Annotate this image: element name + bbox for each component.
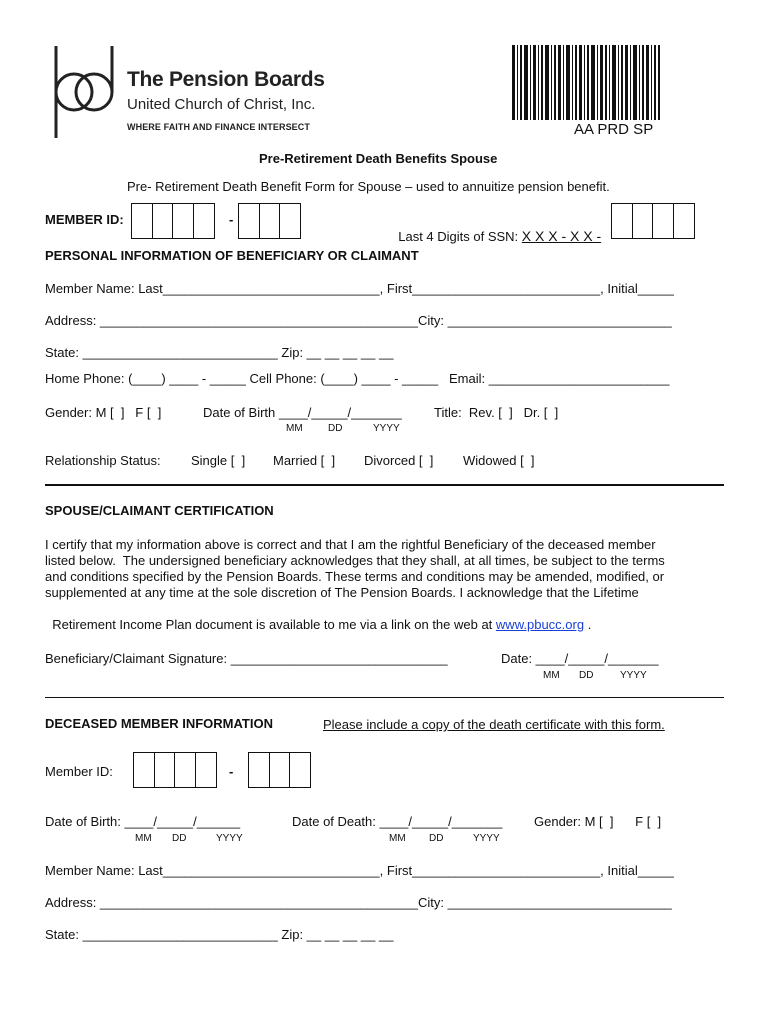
deceased-dob-mm-label: MM [135, 833, 152, 844]
relationship-status-label: Relationship Status: [45, 453, 161, 468]
pension-boards-logo [52, 46, 325, 142]
deceased-member-id-digit-box[interactable] [154, 752, 176, 788]
deceased-member-name-field[interactable]: Member Name: Last______________________________, First__________________________, Initial_____ [45, 863, 674, 878]
ssn-mask: X X X - X X - [521, 228, 602, 244]
certification-line: supplemented at any time at the sole discretion of The Pension Boards. I acknowledge that the Lifetime [45, 585, 639, 600]
ssn-digit-box[interactable] [652, 203, 674, 239]
member-id-dash: - [229, 212, 234, 227]
deceased-dob-yyyy-label: YYYY [216, 833, 243, 844]
barcode-icon [512, 45, 660, 120]
personal-title-field[interactable]: Title: Rev. [ ] Dr. [ ] [434, 405, 559, 420]
deceased-dod-yyyy-label: YYYY [473, 833, 500, 844]
pbucc-link[interactable]: www.pbucc.org [495, 617, 585, 632]
member-id-digit-box[interactable] [172, 203, 194, 239]
certification-line: and conditions specified by the Pension Boards. These terms and conditions may be amended, modified, or [45, 569, 665, 584]
member-id-digit-box[interactable] [131, 203, 153, 239]
form-subtitle: Pre- Retirement Death Benefit Form for Spouse – used to annuitize pension benefit. [127, 179, 610, 194]
claimant-date-mm-label: MM [543, 670, 560, 681]
deceased-member-id-digit-box[interactable] [174, 752, 196, 788]
deceased-state-zip-field[interactable]: State: ___________________________ Zip: __ __ __ __ __ [45, 927, 394, 942]
deceased-dob-field[interactable]: Date of Birth: ____/_____/______ [45, 814, 241, 829]
deceased-dod-dd-label: DD [429, 833, 444, 844]
deceased-member-id-digit-box[interactable] [195, 752, 217, 788]
certification-line-suffix: . [584, 617, 592, 632]
deceased-member-id-digit-box[interactable] [289, 752, 311, 788]
personal-address-field[interactable]: Address: ____________________________________________City: _______________________________ [45, 313, 672, 328]
certification-line: listed below. The undersigned beneficiary acknowledges that they shall, at all times, be subject to the terms [45, 553, 665, 568]
certification-line: I certify that my information above is correct and that I am the rightful Beneficiary of the deceased member [45, 537, 656, 552]
barcode [512, 45, 660, 120]
relationship-widowed-checkbox[interactable]: Widowed [ ] [463, 453, 535, 468]
relationship-married-checkbox[interactable]: Married [ ] [273, 453, 336, 468]
certification-heading: SPOUSE/CLAIMANT CERTIFICATION [45, 503, 274, 518]
member-id-digit-box[interactable] [279, 203, 301, 239]
deceased-address-field[interactable]: Address: ____________________________________________City: _______________________________ [45, 895, 672, 910]
logo-tagline: WHERE FAITH AND FINANCE INTERSECT [127, 122, 310, 132]
ssn-label-text: Last 4 Digits of SSN: [398, 229, 522, 244]
deceased-dod-field[interactable]: Date of Death: ____/_____/_______ [292, 814, 503, 829]
section-divider [45, 484, 724, 486]
deceased-member-id-boxes-1[interactable] [133, 752, 217, 788]
member-id-digit-box[interactable] [259, 203, 281, 239]
ssn-digit-box[interactable] [632, 203, 654, 239]
personal-dob-yyyy-label: YYYY [373, 423, 400, 434]
certification-line-last [45, 601, 591, 633]
claimant-date-dd-label: DD [579, 670, 594, 681]
relationship-divorced-checkbox[interactable]: Divorced [ ] [364, 453, 434, 468]
deceased-member-id-label: Member ID: [45, 764, 113, 779]
deceased-dod-mm-label: MM [389, 833, 406, 844]
claimant-date-yyyy-label: YYYY [620, 670, 647, 681]
ssn-boxes[interactable] [611, 203, 695, 239]
logo-org-subtitle: United Church of Christ, Inc. [127, 96, 316, 113]
barcode-caption: AA PRD SP [574, 121, 654, 138]
personal-gender-field[interactable]: Gender: M [ ] F [ ] [45, 405, 162, 420]
section-divider [45, 697, 724, 698]
ssn-digit-box[interactable] [673, 203, 695, 239]
personal-info-heading: PERSONAL INFORMATION OF BENEFICIARY OR CLAIMANT [45, 248, 419, 263]
personal-member-name-field[interactable]: Member Name: Last______________________________, First__________________________, Initial_____ [45, 281, 674, 296]
logo-org-name: The Pension Boards [127, 68, 325, 91]
personal-dob-dd-label: DD [328, 423, 343, 434]
death-certificate-note: Please include a copy of the death certificate with this form. [323, 717, 665, 732]
claimant-date-field[interactable]: Date: ____/_____/_______ [501, 651, 659, 666]
deceased-gender-field[interactable]: Gender: M [ ] F [ ] [534, 814, 662, 829]
deceased-member-id-digit-box[interactable] [133, 752, 155, 788]
relationship-single-checkbox[interactable]: Single [ ] [191, 453, 246, 468]
form-title: Pre-Retirement Death Benefits Spouse [259, 151, 498, 166]
claimant-signature-field[interactable]: Beneficiary/Claimant Signature: ______________________________ [45, 651, 448, 666]
deceased-info-heading: DECEASED MEMBER INFORMATION [45, 716, 273, 731]
deceased-member-id-digit-box[interactable] [269, 752, 291, 788]
member-id-digit-box[interactable] [152, 203, 174, 239]
member-id-boxes-1[interactable] [131, 203, 215, 239]
deceased-member-id-boxes-2[interactable] [248, 752, 311, 788]
member-id-digit-box[interactable] [238, 203, 260, 239]
certification-line-prefix: Retirement Income Plan document is available to me via a link on the web at [52, 617, 496, 632]
ssn-label [391, 212, 601, 245]
deceased-member-id-dash: - [229, 764, 234, 779]
member-id-boxes-2[interactable] [238, 203, 301, 239]
member-id-label: MEMBER ID: [45, 212, 124, 227]
personal-phones-email-field[interactable]: Home Phone: (____) ____ - _____ Cell Phone: (____) ____ - _____ Email: _________________________ [45, 371, 670, 386]
pb-monogram-logo-icon [52, 46, 122, 142]
member-id-digit-box[interactable] [193, 203, 215, 239]
personal-dob-field[interactable]: Date of Birth ____/_____/_______ [203, 405, 402, 420]
deceased-member-id-digit-box[interactable] [248, 752, 270, 788]
deceased-dob-dd-label: DD [172, 833, 187, 844]
ssn-digit-box[interactable] [611, 203, 633, 239]
personal-state-zip-field[interactable]: State: ___________________________ Zip: __ __ __ __ __ [45, 345, 394, 360]
personal-dob-mm-label: MM [286, 423, 303, 434]
